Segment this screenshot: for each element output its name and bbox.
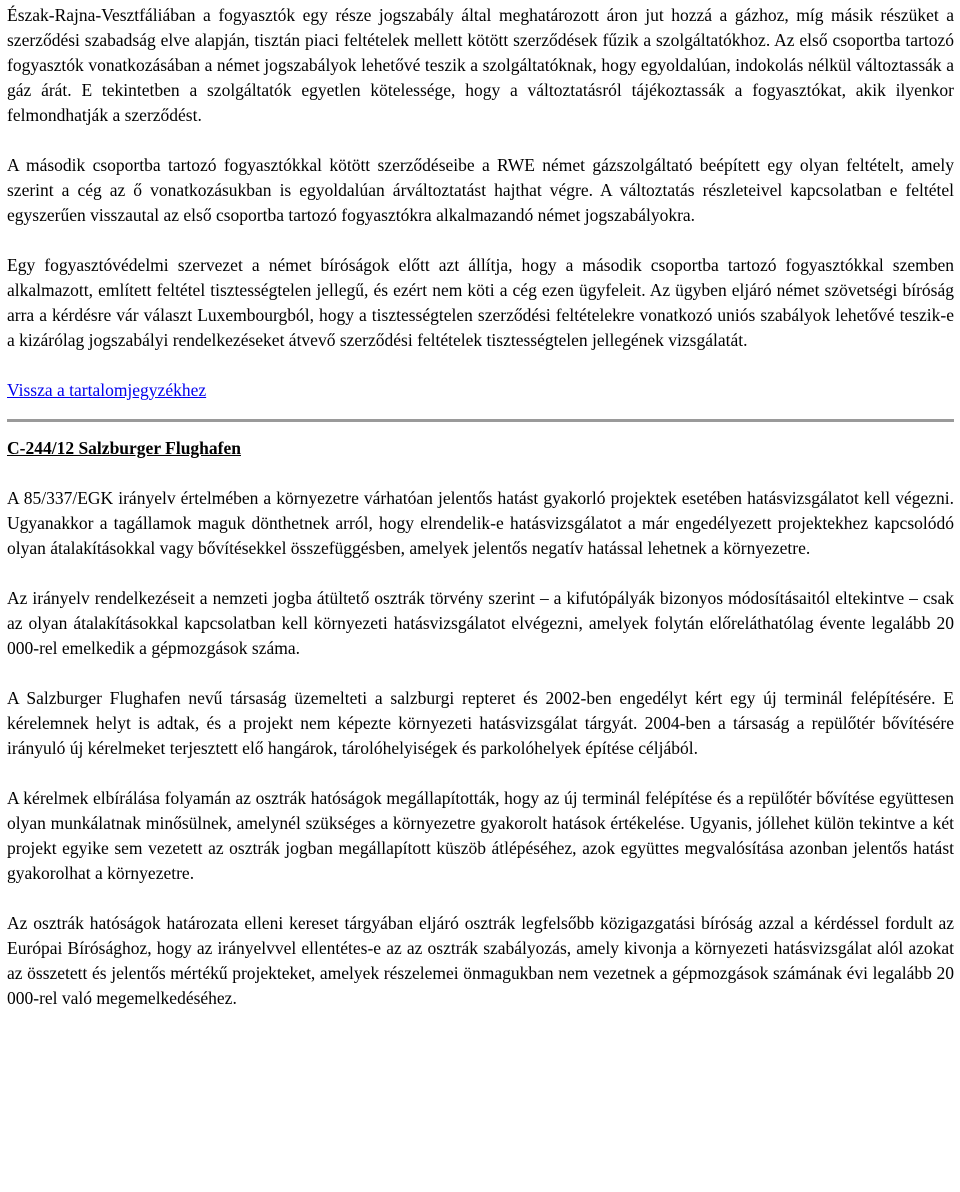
- body-paragraph: A 85/337/EGK irányelv értelmében a környezetre várhatóan jelentős hatást gyakorló projektek esetében hatásvizsgálatot kell végezni. Ugyanakkor a tagállamok maguk dönthetnek arról, hogy elrendelik-e hatásvizsgálatot a már engedélyezett projektekhez kapcsolódó olyan átalakításokkal vagy bővítésekkel összefüggésben, amelyek jelentős negatív hatással lehetnek a környezetre.: [7, 488, 954, 558]
- back-to-toc-paragraph: [7, 378, 954, 403]
- back-to-toc-link[interactable]: Vissza a tartalomjegyzékhez: [7, 380, 207, 400]
- body-paragraph: A második csoportba tartozó fogyasztókkal kötött szerződéseibe a RWE német gázszolgáltató beépített egy olyan feltételt, amely szerint a cég az ő vonatkozásukban is egyoldalúan árváltoztatást hajthat végre. A változtatás részleteivel kapcsolatban e feltétel egyszerűen visszautal az első csoportba tartozó fogyasztókra alkalmazandó német jogszabályokra.: [7, 155, 954, 225]
- body-paragraph: Egy fogyasztóvédelmi szervezet a német bíróságok előtt azt állítja, hogy a második csoportba tartozó fogyasztókkal szemben alkalmazott, említett feltétel tisztességtelen jellegű, és ezért nem köti a cég ezen ügyfeleit. Az ügyben eljáró német szövetségi bíróság arra a kérdésre vár választ Luxembourgból, hogy a tisztességtelen szerződési feltételekre vonatkozó uniós szabályok lehetővé teszik-e a kizárólag jogszabályi rendelkezéseket átvevő szerződési feltételek tisztességtelen jellegének vizsgálatát.: [7, 255, 954, 350]
- document-page: [7, 3, 954, 1011]
- previous-case-section: [7, 3, 954, 353]
- body-paragraph: Az osztrák hatóságok határozata elleni kereset tárgyában eljáró osztrák legfelsőbb közigazgatási bíróság azzal a kérdéssel fordult az Európai Bírósághoz, hogy az irányelvvel ellentétes-e az az osztrák szabályozás, amely kivonja a környezeti hatásvizsgálat alól azokat az összetett és jelentős mértékű projekteket, amelyek részelemei önmagukban nem vezetnek a gépmozgások számának évi legalább 20 000-rel való megemelkedéséhez.: [7, 913, 954, 1008]
- body-paragraph: A Salzburger Flughafen nevű társaság üzemelteti a salzburgi repteret és 2002-ben engedélyt kért egy új terminál felépítésére. E kérelemnek helyt is adtak, és a projekt nem képezte környezeti hatásvizsgálat tárgyát. 2004-ben a társaság a repülőtér bővítésére irányuló új kérelmeket terjesztett elő hangárok, tárolóhelyiségek és parkolóhelyek építése céljából.: [7, 688, 954, 758]
- case-section: [7, 486, 954, 1011]
- body-paragraph: Az irányelv rendelkezéseit a nemzeti jogba átültető osztrák törvény szerint – a kifutópályák bizonyos módosításaitól eltekintve – csak az olyan átalakításokkal kapcsolatban kell környezeti hatásvizsgálatot elvégezni, amelyek folytán előreláthatólag évente legalább 20 000-rel emelkedik a gépmozgások száma.: [7, 588, 954, 658]
- section-divider: [7, 419, 954, 422]
- body-paragraph: A kérelmek elbírálása folyamán az osztrák hatóságok megállapították, hogy az új terminál felépítése és a repülőtér bővítése együttesen olyan munkálatnak minősülnek, amelynél szükséges a környezetre gyakorolt hatások értékelése. Ugyanis, jóllehet külön tekintve a két projekt egyike sem vezetett az osztrák jogban megállapított küszöb átlépéséhez, azok együttes megvalósítása azonban jelentős hatást gyakorolhat a környezetre.: [7, 788, 954, 883]
- body-paragraph: Észak-Rajna-Vesztfáliában a fogyasztók egy része jogszabály által meghatározott áron jut hozzá a gázhoz, míg másik részüket a szerződési szabadság elve alapján, tisztán piaci feltételek mellett kötött szerződések fűzik a szolgáltatókhoz. Az első csoportba tartozó fogyasztók vonatkozásában a német jogszabályok lehetővé teszik a szolgáltatóknak, hogy egyoldalúan, indokolás nélkül változtassák a gáz árát. E tekintetben a szolgáltatók egyetlen kötelessége, hogy a változtatásról tájékoztassák a fogyasztókat, akik ilyenkor felmondhatják a szerződést.: [7, 5, 954, 125]
- case-title: C-244/12 Salzburger Flughafen: [7, 438, 241, 458]
